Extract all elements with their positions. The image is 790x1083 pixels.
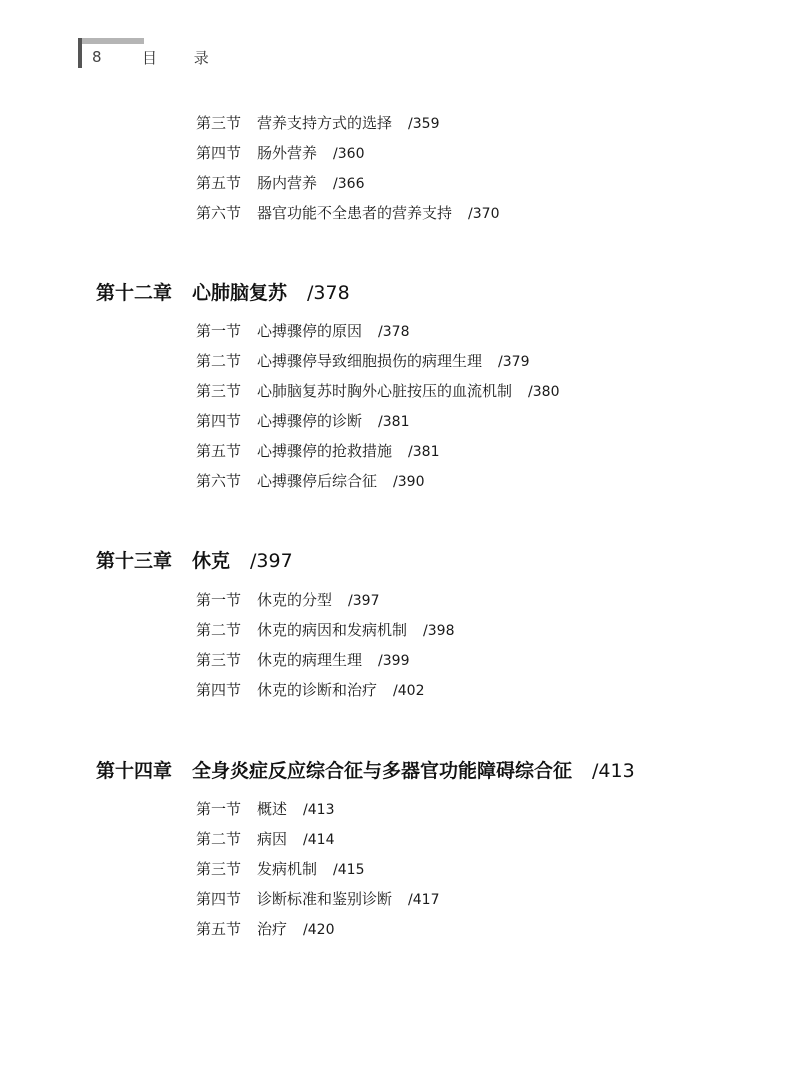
toc-chapter[interactable] <box>96 756 635 783</box>
chapter-page: /378 <box>307 282 350 304</box>
section-title: 心搏骤停的原因 <box>257 322 363 340</box>
chapter-label: 第十三章 <box>96 550 173 572</box>
header-bar <box>78 38 82 68</box>
toc-section[interactable] <box>196 172 364 193</box>
running-title: 目 录 <box>142 49 225 67</box>
section-page: /420 <box>303 922 335 938</box>
section-label: 第三节 <box>196 114 242 132</box>
section-page: /399 <box>378 653 410 669</box>
toc-section[interactable] <box>196 410 409 431</box>
section-title: 心搏骤停后综合征 <box>257 472 378 490</box>
section-page: /402 <box>393 683 425 699</box>
toc-section[interactable] <box>196 380 559 401</box>
section-label: 第四节 <box>196 144 242 162</box>
section-page: /370 <box>468 206 500 222</box>
header-corner-mark <box>78 38 144 66</box>
toc-section[interactable] <box>196 619 454 640</box>
toc-chapter[interactable] <box>96 546 293 573</box>
section-label: 第六节 <box>196 472 242 490</box>
section-label: 第四节 <box>196 681 242 699</box>
section-page: /360 <box>333 146 365 162</box>
section-page: /390 <box>393 474 425 490</box>
section-label: 第四节 <box>196 890 242 908</box>
toc-section[interactable] <box>196 828 334 849</box>
section-title: 休克的病理生理 <box>257 651 363 669</box>
chapter-label: 第十二章 <box>96 282 173 304</box>
toc-section[interactable] <box>196 470 424 491</box>
section-page: /413 <box>303 802 335 818</box>
section-label: 第五节 <box>196 442 242 460</box>
section-title: 营养支持方式的选择 <box>257 114 393 132</box>
section-title: 心搏骤停的诊断 <box>257 412 363 430</box>
section-label: 第二节 <box>196 830 242 848</box>
section-page: /398 <box>423 623 455 639</box>
section-title: 肠外营养 <box>257 144 318 162</box>
toc-section[interactable] <box>196 589 379 610</box>
chapter-label: 第十四章 <box>96 760 173 782</box>
section-label: 第一节 <box>196 800 242 818</box>
section-title: 休克的病因和发病机制 <box>257 621 408 639</box>
section-label: 第一节 <box>196 591 242 609</box>
section-page: /366 <box>333 176 365 192</box>
toc-section[interactable] <box>196 142 364 163</box>
section-label: 第二节 <box>196 352 242 370</box>
section-title: 病因 <box>257 830 288 848</box>
toc-section[interactable] <box>196 888 439 909</box>
section-title: 诊断标准和鉴别诊断 <box>257 890 393 908</box>
section-page: /397 <box>348 593 380 609</box>
section-label: 第五节 <box>196 920 242 938</box>
section-page: /381 <box>408 444 440 460</box>
section-title: 休克的诊断和治疗 <box>257 681 378 699</box>
section-title: 概述 <box>257 800 288 818</box>
toc-section[interactable] <box>196 858 364 879</box>
section-title: 心肺脑复苏时胸外心脏按压的血流机制 <box>257 382 513 400</box>
toc-section[interactable] <box>196 649 409 670</box>
section-page: /381 <box>378 414 410 430</box>
section-label: 第三节 <box>196 651 242 669</box>
toc-section[interactable] <box>196 112 439 133</box>
section-page: /380 <box>528 384 560 400</box>
section-label: 第一节 <box>196 322 242 340</box>
section-label: 第三节 <box>196 382 242 400</box>
toc-section[interactable] <box>196 798 334 819</box>
chapter-title: 全身炎症反应综合征与多器官功能障碍综合征 <box>192 760 573 782</box>
section-label: 第三节 <box>196 860 242 878</box>
section-page: /415 <box>333 862 365 878</box>
toc-section[interactable] <box>196 440 439 461</box>
chapter-page: /413 <box>592 760 635 782</box>
page-header <box>78 38 378 70</box>
toc-section[interactable] <box>196 202 499 223</box>
toc-section[interactable] <box>196 350 529 371</box>
section-label: 第二节 <box>196 621 242 639</box>
section-title: 治疗 <box>257 920 288 938</box>
section-page: /379 <box>498 354 530 370</box>
section-title: 心搏骤停导致细胞损伤的病理生理 <box>257 352 483 370</box>
section-title: 器官功能不全患者的营养支持 <box>257 204 453 222</box>
toc-section[interactable] <box>196 320 409 341</box>
section-label: 第四节 <box>196 412 242 430</box>
toc-chapter[interactable] <box>96 278 350 305</box>
section-title: 发病机制 <box>257 860 318 878</box>
section-title: 心搏骤停的抢救措施 <box>257 442 393 460</box>
section-label: 第六节 <box>196 204 242 222</box>
section-label: 第五节 <box>196 174 242 192</box>
toc-section[interactable] <box>196 679 424 700</box>
toc-section[interactable] <box>196 918 334 939</box>
section-page: /359 <box>408 116 440 132</box>
chapter-title: 心肺脑复苏 <box>192 282 288 304</box>
chapter-page: /397 <box>250 550 293 572</box>
page-number: 8 <box>92 48 102 66</box>
chapter-title: 休克 <box>192 550 231 572</box>
section-title: 肠内营养 <box>257 174 318 192</box>
section-title: 休克的分型 <box>257 591 333 609</box>
section-page: /417 <box>408 892 440 908</box>
section-page: /414 <box>303 832 335 848</box>
section-page: /378 <box>378 324 410 340</box>
